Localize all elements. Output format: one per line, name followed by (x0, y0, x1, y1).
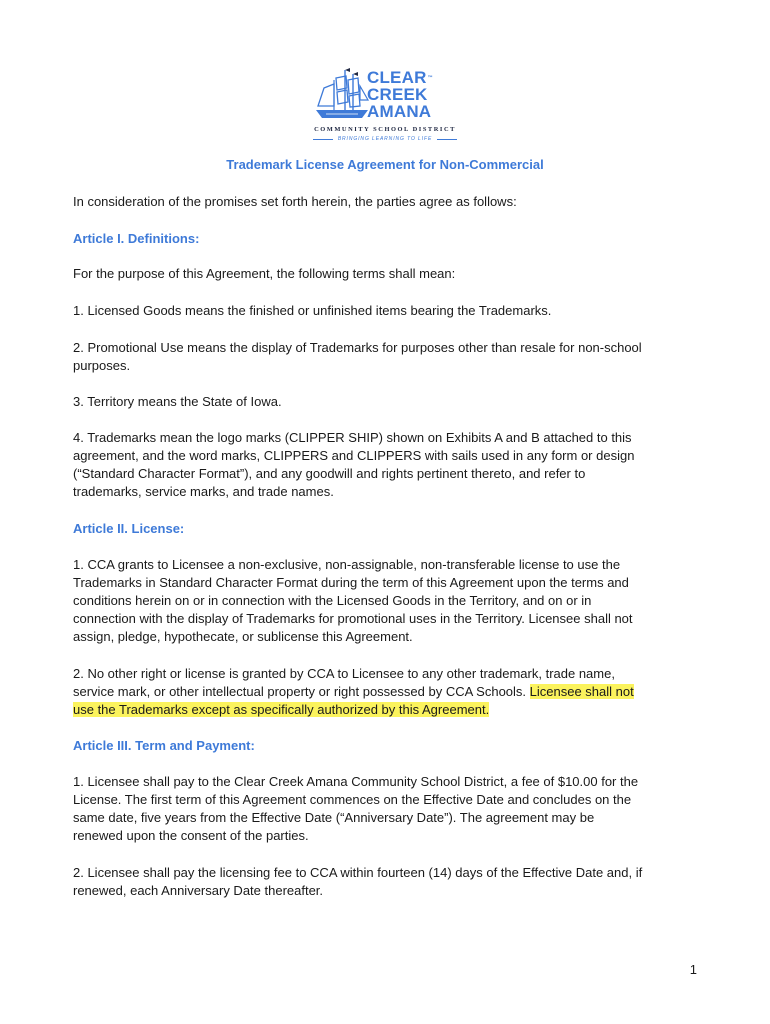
highlighted-text: Licensee shall not (529, 684, 634, 699)
definition-trademarks-line-4: trademarks, service marks, and trade names. (73, 484, 334, 499)
license-clause-1-line-3: conditions herein on or in connection with the Licensed Goods in the Territory, and on or in (73, 593, 592, 608)
definition-licensed-goods: 1. Licensed Goods means the finished or unfinished items bearing the Trademarks. (73, 303, 552, 318)
payment-clause-1-line-2: License. The first term of this Agreement commences on the Effective Date and concludes on the (73, 792, 632, 807)
page-number: 1 (689, 962, 697, 977)
article-1-lead: For the purpose of this Agreement, the following terms shall mean: (73, 266, 456, 281)
license-clause-2-plain-text: service mark, or other intellectual property or right possessed by CCA Schools. (73, 684, 530, 699)
article-1-heading: Article I. Definitions: (73, 231, 200, 246)
clipper-ship-icon (312, 66, 372, 124)
license-clause-1-line-1: 1. CCA grants to Licensee a non-exclusive, non-assignable, non-transferable license to use the (73, 557, 621, 572)
license-clause-1-line-4: connection with the display of Trademarks for promotional uses in the Territory. Licensee shall not (73, 611, 633, 626)
payment-clause-2-line-1: 2. Licensee shall pay the licensing fee to CCA within fourteen (14) days of the Effective Date and, if (73, 865, 643, 880)
definition-trademarks-line-3: (“Standard Character Format”), and any goodwill and rights pertinent thereto, and refer to (73, 466, 586, 481)
definition-trademarks-line-1: 4. Trademarks mean the logo marks (CLIPPER SHIP) shown on Exhibits A and B attached to this (73, 430, 632, 445)
tagline-rule-left (313, 139, 333, 140)
license-clause-2-line-2 (73, 683, 699, 701)
article-3-heading: Article III. Term and Payment: (73, 738, 255, 753)
license-clause-2-line-3 (73, 701, 699, 719)
license-clause-1-line-5: assign, pledge, hypothecate, or sublicense this Agreement. (73, 629, 413, 644)
logo-creek-text: CREEK (367, 85, 428, 104)
definition-territory: 3. Territory means the State of Iowa. (73, 394, 282, 409)
license-clause-1-line-2: Trademarks in Standard Character Format during the term of this Agreement upon the terms and (73, 575, 629, 590)
logo-district-text: COMMUNITY SCHOOL DISTRICT (314, 126, 456, 133)
district-logo (312, 66, 458, 146)
logo-clear-text: CLEAR (367, 68, 427, 87)
payment-clause-1-line-1: 1. Licensee shall pay to the Clear Creek Amana Community School District, a fee of $10.00 for the (73, 774, 639, 789)
payment-clause-1-line-4: renewed upon the consent of the parties. (73, 828, 309, 843)
definition-trademarks-line-2: agreement, and the word marks, CLIPPERS and CLIPPERS with sails used in any form or design (73, 448, 635, 463)
logo-trademark-symbol: ™ (427, 75, 433, 81)
payment-clause-1-line-3: same date, five years from the Effective Date (“Anniversary Date”). The agreement may be (73, 810, 595, 825)
logo-amana-text: AMANA (367, 102, 432, 121)
intro-paragraph: In consideration of the promises set forth herein, the parties agree as follows: (73, 194, 517, 209)
logo-tagline-text: BRINGING LEARNING TO LIFE (337, 136, 433, 142)
document-title: Trademark License Agreement for Non-Commercial (226, 157, 544, 172)
payment-clause-2-line-2: renewed, each Anniversary Date thereafter. (73, 883, 324, 898)
highlighted-text: use the Trademarks except as specifically authorized by this Agreement. (73, 702, 490, 717)
tagline-rule-right (437, 139, 457, 140)
license-clause-2-line-1: 2. No other right or license is granted by CCA to Licensee to any other trademark, trade name, (73, 666, 615, 681)
logo-tagline (312, 136, 458, 142)
definition-promotional-use-line-1: 2. Promotional Use means the display of Trademarks for purposes other than resale for non-school (73, 340, 642, 355)
article-2-heading: Article II. License: (73, 521, 185, 536)
definition-promotional-use-line-2: purposes. (73, 358, 131, 373)
